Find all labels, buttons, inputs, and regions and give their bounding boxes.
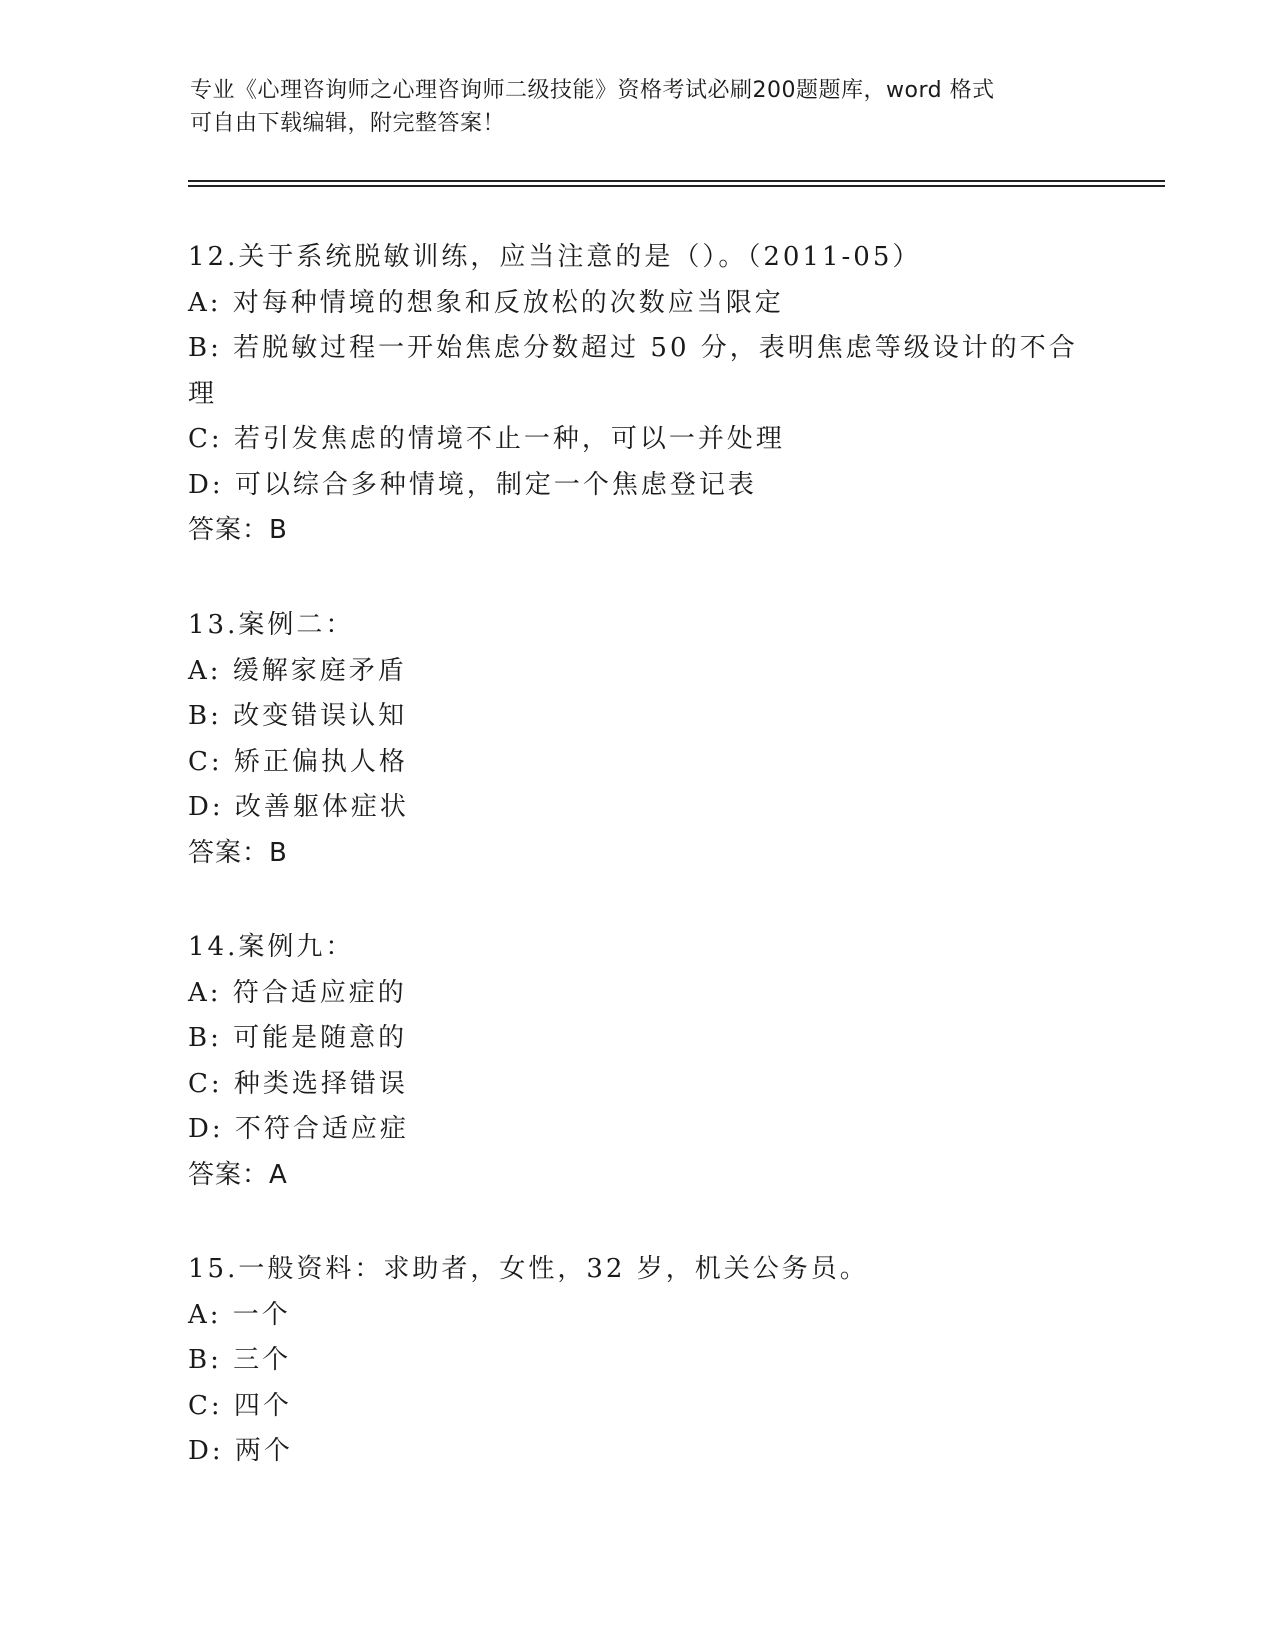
option-a: A: 对每种情境的想象和反放松的次数应当限定: [188, 287, 784, 318]
question-stem: 13.案例二：: [188, 610, 355, 640]
option-c: C: 矫正偏执人格: [188, 746, 408, 777]
option-d: D: 两个: [188, 1436, 293, 1466]
question-15: [188, 1247, 1088, 1475]
option-c: C: 种类选择错误: [188, 1068, 408, 1099]
option-b: B: 若脱敏过程一开始焦虑分数超过 50 分，表明焦虑等级设计的不合: [188, 333, 1078, 363]
answer-text: 答案：B: [188, 515, 288, 545]
question-stem: 14.案例九：: [188, 932, 355, 962]
header-line-1: 专业《心理咨询师之心理咨询师二级技能》资格考试必刷200题题库，word 格式: [190, 78, 995, 103]
question-12: [188, 235, 1088, 554]
header-line-2: 可自由下载编辑，附完整答案！: [190, 111, 506, 136]
option-c: C: 四个: [188, 1390, 292, 1421]
question-14: [188, 925, 1088, 1198]
question-stem: 15.一般资料：求助者，女性，32 岁，机关公务员。: [188, 1254, 869, 1284]
question-13: [188, 603, 1088, 876]
question-stem: 12.关于系统脱敏训练，应当注意的是（）。（2011-05）: [188, 242, 922, 272]
option-d: D: 可以综合多种情境，制定一个焦虑登记表: [188, 469, 757, 500]
option-a: A: 符合适应症的: [188, 977, 407, 1008]
option-d: D: 改善躯体症状: [188, 792, 409, 822]
document-header: [190, 74, 1090, 140]
option-b: B: 改变错误认知: [188, 701, 408, 731]
option-a: A: 缓解家庭矛盾: [188, 655, 407, 686]
header-divider-bottom: [188, 185, 1165, 187]
option-a: A: 一个: [188, 1299, 291, 1330]
option-b-continued: 理: [188, 378, 218, 409]
option-c: C: 若引发焦虑的情境不止一种，可以一并处理: [188, 424, 785, 454]
answer-text: 答案：B: [188, 837, 288, 868]
header-divider-top: [188, 180, 1165, 182]
answer-text: 答案：A: [188, 1159, 288, 1190]
option-d: D: 不符合适应症: [188, 1114, 409, 1144]
option-b: B: 可能是随意的: [188, 1023, 408, 1053]
option-b: B: 三个: [188, 1345, 292, 1375]
